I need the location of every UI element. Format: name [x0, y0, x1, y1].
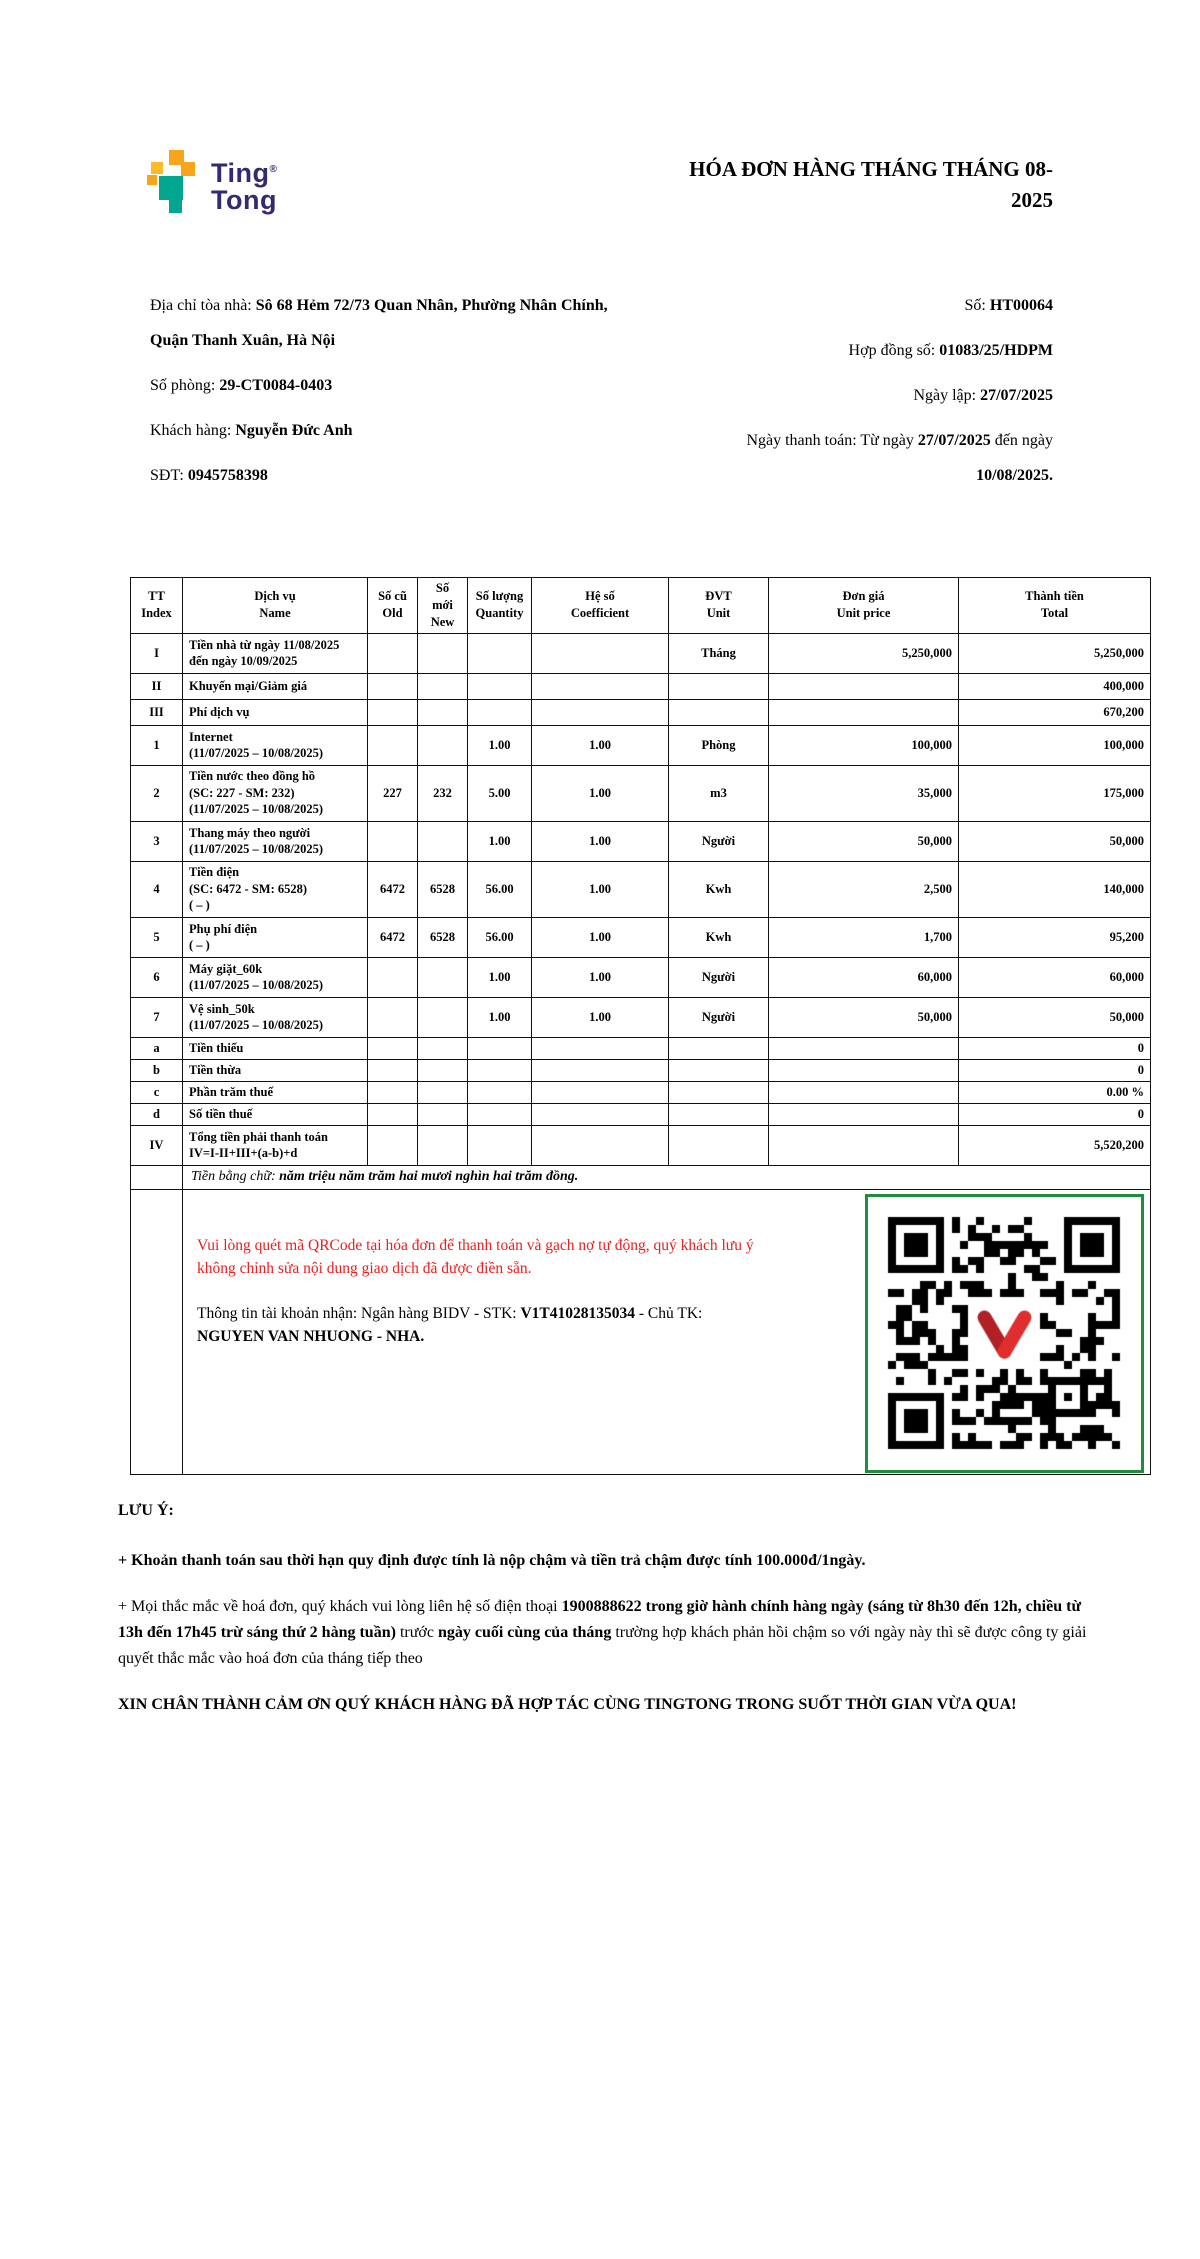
cell-quantity: 5.00 — [468, 765, 532, 821]
cell-quantity: 56.00 — [468, 861, 532, 917]
cell-new-reading: 6528 — [418, 917, 468, 957]
col-header-4: Số lượng Quantity — [468, 578, 532, 634]
cell-index: b — [131, 1059, 183, 1081]
cell-new-reading — [418, 1037, 468, 1059]
cell-index: 6 — [131, 957, 183, 997]
cell-quantity: 56.00 — [468, 917, 532, 957]
footer-note-heading: LƯU Ý: — [118, 1502, 174, 1519]
cell-coefficient — [532, 1125, 669, 1165]
cell-index: I — [131, 633, 183, 673]
cell-old-reading — [368, 673, 418, 699]
info-line-left-1: Số phòng: 29-CT0084-0403 — [150, 377, 333, 394]
cell-quantity — [468, 673, 532, 699]
doc-title — [633, 154, 1053, 216]
cell-coefficient: 1.00 — [532, 997, 669, 1037]
account-holder-name: NGUYEN VAN NHUONG - NHA. — [197, 1328, 425, 1346]
cell-quantity: 1.00 — [468, 997, 532, 1037]
cell-unit — [669, 1037, 769, 1059]
cell-coefficient: 1.00 — [532, 957, 669, 997]
cell-new-reading: 6528 — [418, 861, 468, 917]
cell-new-reading — [418, 957, 468, 997]
table-row-III — [131, 699, 1151, 725]
cell-unit-price: 50,000 — [769, 997, 959, 1037]
cell-new-reading — [418, 673, 468, 699]
col-header-5: Hệ số Coefficient — [532, 578, 669, 634]
cell-unit: Người — [669, 957, 769, 997]
cell-old-reading — [368, 725, 418, 765]
brand-line1: Ting — [211, 158, 270, 188]
cell-old-reading: 6472 — [368, 861, 418, 917]
deadline-text: ngày cuối cùng của tháng — [437, 1624, 612, 1641]
col-header-2: Số cũ Old — [368, 578, 418, 634]
cell-unit-price — [769, 673, 959, 699]
cell-unit-price: 2,500 — [769, 861, 959, 917]
cell-unit: Tháng — [669, 633, 769, 673]
cell-old-reading — [368, 699, 418, 725]
cell-unit-price: 5,250,000 — [769, 633, 959, 673]
qr-payment-cell — [183, 1189, 1151, 1474]
cell-unit: Phòng — [669, 725, 769, 765]
cell-coefficient: 1.00 — [532, 821, 669, 861]
cell-index: c — [131, 1081, 183, 1103]
cell-service-name: Thang máy theo người (11/07/2025 – 10/08/2025) — [183, 821, 368, 861]
cell-unit — [669, 673, 769, 699]
hotline-text-2: trước — [395, 1624, 438, 1641]
cell-coefficient — [532, 1081, 669, 1103]
cell-service-name: Tiền điện (SC: 6472 - SM: 6528) ( – ) — [183, 861, 368, 917]
cell-coefficient: 1.00 — [532, 765, 669, 821]
info-right — [693, 288, 1053, 503]
cell-quantity — [468, 1059, 532, 1081]
cell-index: III — [131, 699, 183, 725]
cell-new-reading — [418, 1103, 468, 1125]
tingtong-logo-icon — [147, 150, 199, 214]
registered-mark: ® — [269, 164, 278, 175]
cell-quantity — [468, 633, 532, 673]
amount-in-words-value: năm triệu năm trăm hai mươi nghìn hai trăm đồng. — [279, 1169, 579, 1185]
cell-unit-price: 60,000 — [769, 957, 959, 997]
cell-quantity: 1.00 — [468, 725, 532, 765]
cell-unit-price: 35,000 — [769, 765, 959, 821]
cell-service-name: Tiền nhà từ ngày 11/08/2025 đến ngày 10/09/2025 — [183, 633, 368, 673]
cell-new-reading — [418, 725, 468, 765]
cell-total: 0 — [959, 1037, 1151, 1059]
cell-total: 175,000 — [959, 765, 1151, 821]
cell-unit: Người — [669, 821, 769, 861]
hotline-text: + Mọi thắc mắc về hoá đơn, quý khách vui lòng liên hệ số điện thoại — [118, 1598, 562, 1615]
table-row-3 — [131, 821, 1151, 861]
cell-new-reading — [418, 633, 468, 673]
cell-total: 50,000 — [959, 821, 1151, 861]
table-row-II — [131, 673, 1151, 699]
cell-total: 0 — [959, 1103, 1151, 1125]
cell-unit — [669, 699, 769, 725]
cell-old-reading — [368, 1125, 418, 1165]
col-header-3: Số mới New — [418, 578, 468, 634]
cell-index: 3 — [131, 821, 183, 861]
cell-unit-price: 100,000 — [769, 725, 959, 765]
info-line-right-0: Số: HT00064 — [964, 297, 1053, 314]
cell-total: 5,250,000 — [959, 633, 1151, 673]
amount-in-words-cell — [183, 1165, 1151, 1189]
brand-logo — [147, 150, 277, 216]
cell-old-reading — [368, 1059, 418, 1081]
hotline-number-hours: 1900888622 trong giờ hành chính hàng ngày (sáng từ 8h30 đến 12h, chiều từ 13h đến 17h45 trừ sáng thứ 2 hàng tuần) — [118, 1598, 1082, 1641]
cell-old-reading — [368, 997, 418, 1037]
cell-unit: Người — [669, 997, 769, 1037]
table-row-5 — [131, 917, 1151, 957]
cell-total: 50,000 — [959, 997, 1151, 1037]
cell-new-reading — [418, 1081, 468, 1103]
cell-coefficient — [532, 1037, 669, 1059]
hotline-text-3: trường hợp khách phản hồi chậm so với ngày này thì sẽ được công ty giải quyết thắc mắc vào hoá đơn của tháng tiếp theo — [118, 1624, 1087, 1667]
cell-service-name: Tiền thiếu — [183, 1037, 368, 1059]
footer-note-late-fee: + Khoản thanh toán sau thời hạn quy định được tính là nộp chậm và tiền trả chậm được tính 100.000đ/1ngày. — [118, 1552, 866, 1569]
cell-unit-price: 50,000 — [769, 821, 959, 861]
cell-service-name: Vệ sinh_50k (11/07/2025 – 10/08/2025) — [183, 997, 368, 1037]
info-line-right-1: Hợp đồng số: 01083/25/HDPM — [848, 342, 1053, 359]
info-left — [150, 288, 640, 503]
invoice-info — [150, 288, 1053, 503]
cell-service-name: Phụ phí điện ( – ) — [183, 917, 368, 957]
cell-coefficient: 1.00 — [532, 861, 669, 917]
qr-red-notice: Vui lòng quét mã QRCode tại hóa đơn để thanh toán và gạch nợ tự động, quý khách lưu ý không chỉnh sửa nội dung giao dịch đã được điền sẵn. — [197, 1236, 754, 1277]
cell-unit — [669, 1125, 769, 1165]
doc-title-line1: HÓA ĐƠN HÀNG THÁNG THÁNG 08- — [689, 157, 1053, 181]
cell-new-reading — [418, 997, 468, 1037]
account-number: V1T41028135034 — [520, 1305, 635, 1323]
cell-service-name: Số tiền thuế — [183, 1103, 368, 1125]
cell-service-name: Phần trăm thuế — [183, 1081, 368, 1103]
cell-index: d — [131, 1103, 183, 1125]
cell-unit-price — [769, 1125, 959, 1165]
cell-unit — [669, 1103, 769, 1125]
empty-index-cell — [131, 1189, 183, 1474]
cell-old-reading: 227 — [368, 765, 418, 821]
cell-index: 7 — [131, 997, 183, 1037]
thank-you-note: XIN CHÂN THÀNH CẢM ƠN QUÝ KHÁCH HÀNG ĐÃ HỢP TÁC CÙNG TINGTONG TRONG SUỐT THỜI GIAN VỪA QUA! — [118, 1696, 1017, 1713]
account-holder-label: - Chủ TK: — [635, 1305, 703, 1323]
cell-coefficient: 1.00 — [532, 917, 669, 957]
table-header-row — [131, 578, 1151, 634]
cell-unit: m3 — [669, 765, 769, 821]
cell-quantity — [468, 1081, 532, 1103]
empty-index-cell — [131, 1165, 183, 1189]
qr-instructions — [197, 1234, 757, 1349]
cell-coefficient — [532, 633, 669, 673]
cell-total: 60,000 — [959, 957, 1151, 997]
cell-total: 0.00 % — [959, 1081, 1151, 1103]
col-header-6: ĐVT Unit — [669, 578, 769, 634]
cell-service-name: Tiền thừa — [183, 1059, 368, 1081]
cell-old-reading — [368, 633, 418, 673]
col-header-1: Dịch vụ Name — [183, 578, 368, 634]
cell-service-name: Phí dịch vụ — [183, 699, 368, 725]
table-row-IV — [131, 1125, 1151, 1165]
cell-unit-price — [769, 1081, 959, 1103]
cell-coefficient — [532, 699, 669, 725]
table-row-c — [131, 1081, 1151, 1103]
cell-new-reading — [418, 699, 468, 725]
cell-coefficient — [532, 1103, 669, 1125]
info-line-left-3: SĐT: 0945758398 — [150, 467, 268, 484]
cell-unit — [669, 1081, 769, 1103]
cell-total: 5,520,200 — [959, 1125, 1151, 1165]
cell-old-reading — [368, 821, 418, 861]
col-header-8: Thành tiền Total — [959, 578, 1151, 634]
cell-index: 2 — [131, 765, 183, 821]
cell-total: 0 — [959, 1059, 1151, 1081]
cell-index: 4 — [131, 861, 183, 917]
cell-index: 1 — [131, 725, 183, 765]
cell-old-reading — [368, 1037, 418, 1059]
cell-service-name: Tổng tiền phải thanh toán IV=I-II+III+(a-b)+d — [183, 1125, 368, 1165]
amount-in-words-label: Tiền bằng chữ: — [191, 1169, 280, 1185]
cell-quantity — [468, 1103, 532, 1125]
cell-total: 95,200 — [959, 917, 1151, 957]
qr-row — [131, 1189, 1151, 1474]
cell-unit-price — [769, 1103, 959, 1125]
cell-new-reading — [418, 1059, 468, 1081]
cell-old-reading — [368, 1081, 418, 1103]
cell-new-reading: 232 — [418, 765, 468, 821]
table-row-6 — [131, 957, 1151, 997]
cell-quantity — [468, 1037, 532, 1059]
col-header-0: TT Index — [131, 578, 183, 634]
cell-total: 140,000 — [959, 861, 1151, 917]
qr-code-box — [865, 1194, 1144, 1473]
cell-coefficient — [532, 673, 669, 699]
cell-coefficient — [532, 1059, 669, 1081]
table-row-d — [131, 1103, 1151, 1125]
info-line-left-2: Khách hàng: Nguyễn Đức Anh — [150, 422, 353, 439]
cell-index: IV — [131, 1125, 183, 1165]
cell-new-reading — [418, 1125, 468, 1165]
footer-note-hotline — [118, 1594, 1108, 1672]
doc-title-line2: 2025 — [1011, 188, 1053, 212]
cell-coefficient: 1.00 — [532, 725, 669, 765]
table-row-a — [131, 1037, 1151, 1059]
account-info — [197, 1302, 757, 1349]
table-row-b — [131, 1059, 1151, 1081]
qr-code — [878, 1207, 1131, 1460]
table-row-2 — [131, 765, 1151, 821]
cell-quantity: 1.00 — [468, 957, 532, 997]
col-header-7: Đơn giá Unit price — [769, 578, 959, 634]
account-label: Thông tin tài khoản nhận: Ngân hàng BIDV - STK: — [197, 1305, 521, 1323]
cell-index: a — [131, 1037, 183, 1059]
cell-unit-price — [769, 1059, 959, 1081]
cell-old-reading: 6472 — [368, 917, 418, 957]
header — [147, 150, 1053, 216]
brand-name — [211, 156, 277, 214]
table-row-I — [131, 633, 1151, 673]
cell-unit: Kwh — [669, 917, 769, 957]
cell-unit: Kwh — [669, 861, 769, 917]
info-line-right-3: Ngày thanh toán: Từ ngày 27/07/2025 đến ngày 10/08/2025. — [746, 432, 1053, 484]
amount-in-words-row — [131, 1165, 1151, 1189]
info-line-left-0: Địa chỉ tòa nhà: Sô 68 Hẻm 72/73 Quan Nhân, Phường Nhân Chính, Quận Thanh Xuân, Hà Nội — [150, 297, 608, 349]
cell-service-name: Máy giặt_60k (11/07/2025 – 10/08/2025) — [183, 957, 368, 997]
cell-total: 670,200 — [959, 699, 1151, 725]
brand-line2: Tong — [211, 185, 277, 215]
info-line-right-2: Ngày lập: 27/07/2025 — [913, 387, 1053, 404]
cell-new-reading — [418, 821, 468, 861]
cell-index: 5 — [131, 917, 183, 957]
cell-total: 100,000 — [959, 725, 1151, 765]
table-row-1 — [131, 725, 1151, 765]
invoice-table — [130, 577, 1151, 1475]
cell-unit-price: 1,700 — [769, 917, 959, 957]
cell-quantity: 1.00 — [468, 821, 532, 861]
cell-service-name: Internet (11/07/2025 – 10/08/2025) — [183, 725, 368, 765]
table-row-4 — [131, 861, 1151, 917]
cell-unit — [669, 1059, 769, 1081]
cell-quantity — [468, 1125, 532, 1165]
cell-service-name: Khuyến mại/Giảm giá — [183, 673, 368, 699]
cell-old-reading — [368, 957, 418, 997]
cell-index: II — [131, 673, 183, 699]
table-row-7 — [131, 997, 1151, 1037]
footer — [118, 1498, 1108, 1738]
cell-quantity — [468, 699, 532, 725]
cell-old-reading — [368, 1103, 418, 1125]
cell-total: 400,000 — [959, 673, 1151, 699]
cell-unit-price — [769, 1037, 959, 1059]
cell-unit-price — [769, 699, 959, 725]
cell-service-name: Tiền nước theo đồng hồ (SC: 227 - SM: 232) (11/07/2025 – 10/08/2025) — [183, 765, 368, 821]
